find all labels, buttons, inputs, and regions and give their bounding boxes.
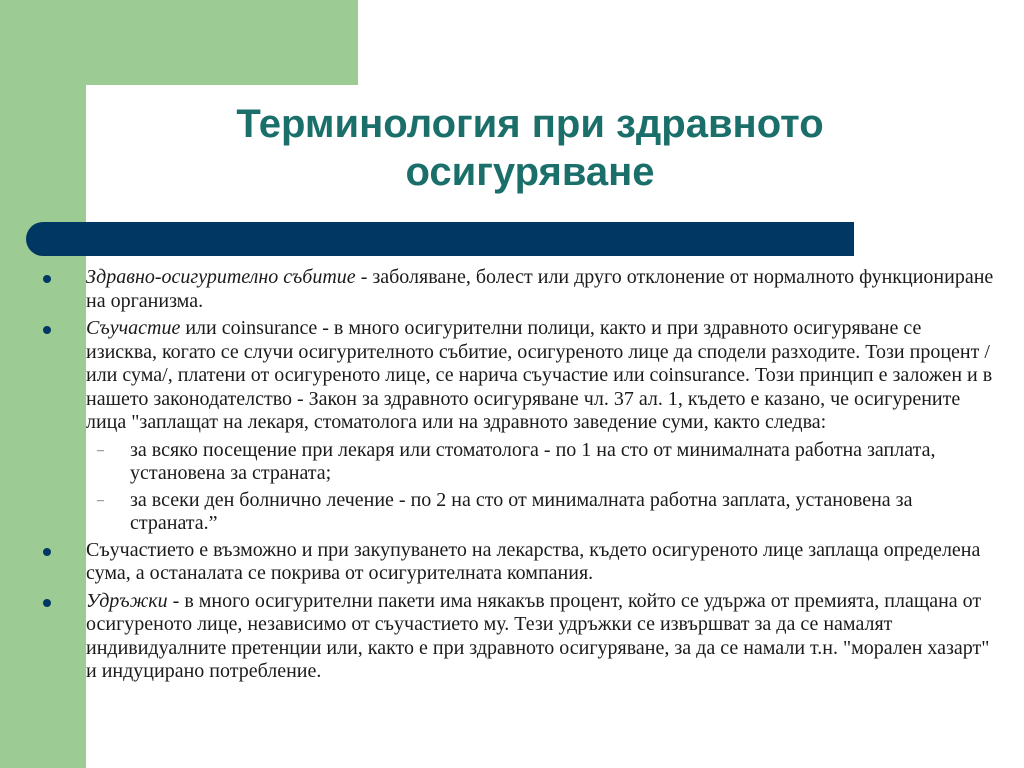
bullet-item <box>0 317 1024 435</box>
bullet-text: Съучастието е възможно и при закупуването на лекарства, където осигуреното лице заплаща определена сума, а останалата се покрива от осигурителната компания. <box>86 538 981 584</box>
bullet-dot-icon <box>43 548 51 556</box>
bullet-text: - заболяване, болест или друго отклонение от нормалното функциониране на организма. <box>86 266 994 312</box>
title-accent-bar <box>26 222 854 256</box>
sub-bullet-text: за всяко посещение при лекаря или стоматолога - по 1 на сто от минималната работна заплата, установена за страната; <box>130 438 936 484</box>
bullet-term: Съучастие <box>86 317 181 339</box>
title-line-1: Терминология при здравното <box>236 102 824 146</box>
bullet-item <box>0 266 1024 313</box>
bullet-text: или coinsurance - в много осигурителни полици, както и при здравното осигуряване се изисква, когато се случи осигурителното събитие, осигуреното лице да сподели разходите. Този процент /или сума/, платени от осигуреното лице, се нарича съучастие или coinsurance. Този принцип е заложен и в нашето законодателство - Закон за здравното осигуряване чл. 37 ал. 1, където е казано, че осигурените лица "заплащат на лекаря, стоматолога или на здравното заведение суми, както следва: <box>86 317 993 433</box>
bullet-dot-icon <box>43 599 51 607</box>
bullet-item <box>0 539 1024 586</box>
sub-bullet-text: за всеки ден болнично лечение - по 2 на сто от минималната работна заплата, установена за страната.” <box>130 488 913 534</box>
bullet-term: Здравно-осигурително събитие <box>86 266 356 288</box>
bullet-text: - в много осигурителни пакети има някакъв процент, който се удържа от премията, плащана от осигуреното лице, независимо от съучастието му. Тези удръжки се извършват за да се намалят индивидуалните претенции или, както е при здравното осигуряване, за да се намали т.н. "морален хазарт" и индуцирано потребление. <box>86 589 990 682</box>
slide-title <box>160 100 900 196</box>
bullet-dot-icon <box>43 275 51 283</box>
sub-bullet-item <box>0 439 1024 486</box>
title-line-2: осигуряване <box>405 150 655 194</box>
bullet-term: Удръжки <box>86 589 168 612</box>
dash-marker-icon: – <box>97 442 104 458</box>
green-frame-top <box>0 0 358 85</box>
dash-marker-icon: – <box>97 492 104 508</box>
bullet-item <box>0 590 1024 684</box>
sub-bullet-item <box>0 489 1024 536</box>
slide-body <box>0 266 1024 688</box>
bullet-dot-icon <box>43 326 51 334</box>
